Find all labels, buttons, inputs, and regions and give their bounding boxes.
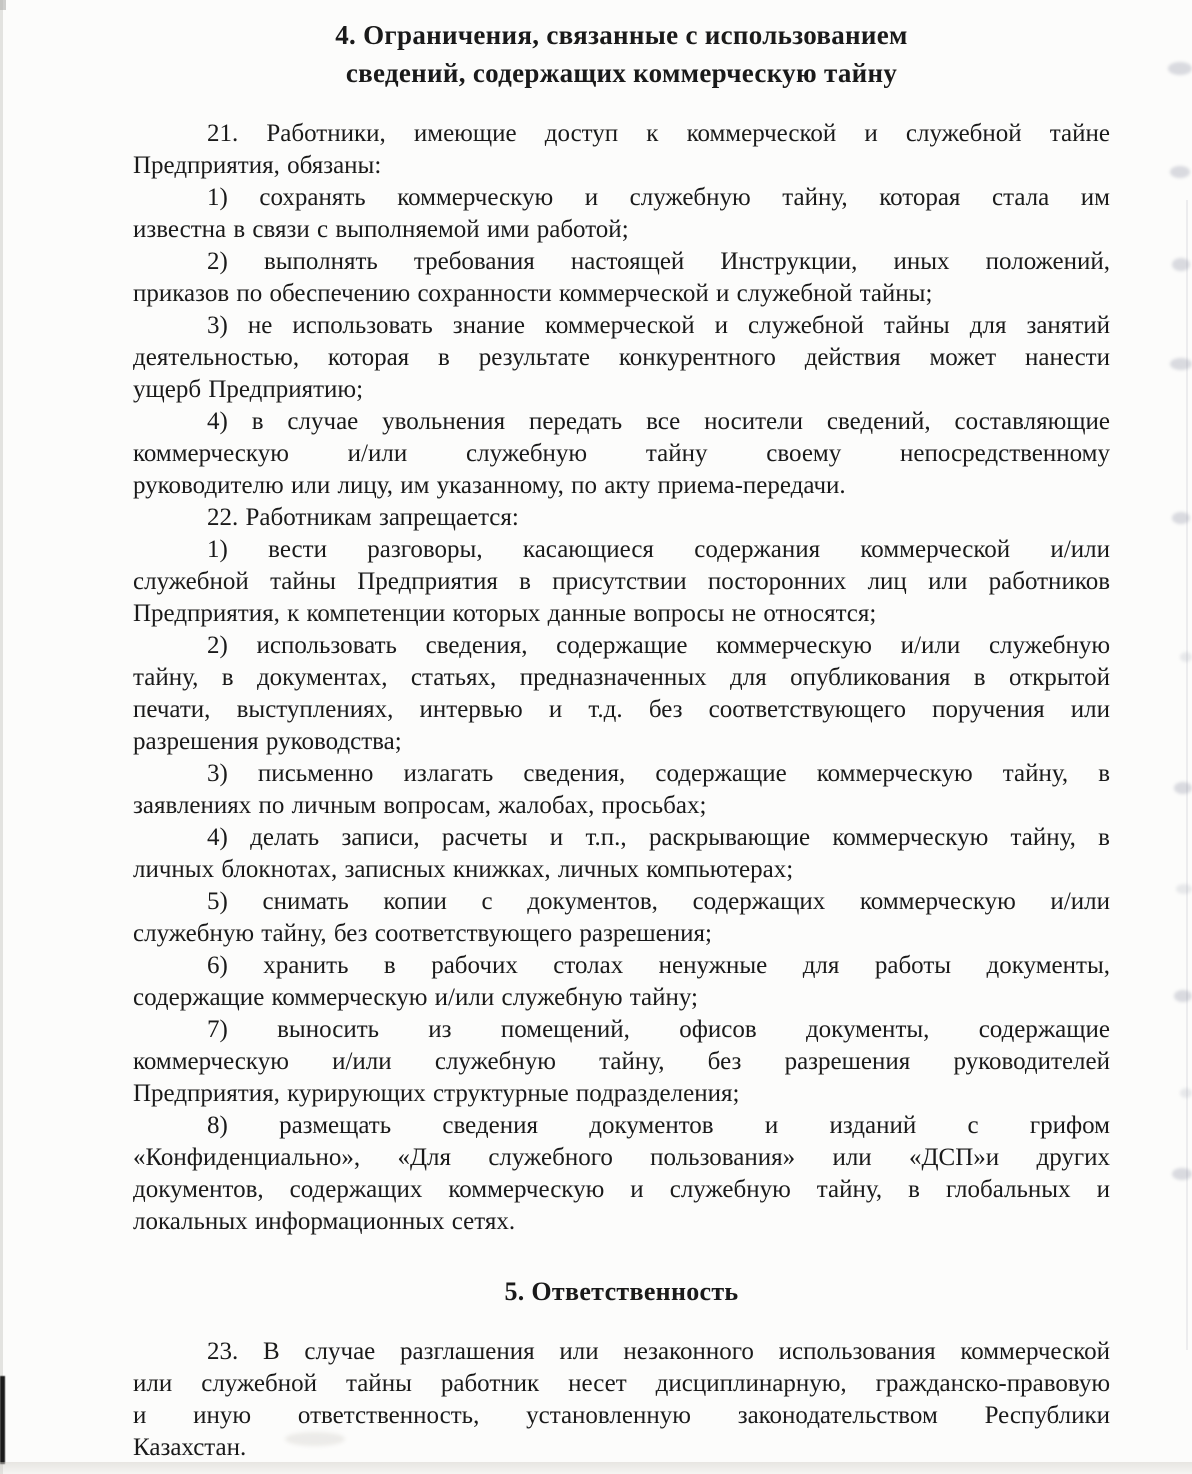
text-line: служебную тайну, без соответствующего разрешения; xyxy=(133,920,712,947)
text-line: коммерческую и/или служебную тайну своему непосредственному xyxy=(133,440,1110,467)
text-line: 7) выносить из помещений, офисов документы, содержащие xyxy=(207,1016,1110,1043)
scan-artifact-left-dark-bar xyxy=(0,1376,5,1464)
clause-21-item-1 xyxy=(133,182,1110,246)
text-line: 3) письменно излагать сведения, содержащие коммерческую тайну, в xyxy=(207,760,1110,787)
clause-21-item-4 xyxy=(133,406,1110,502)
scan-artifact-smudge xyxy=(1168,62,1192,75)
text-line: Предприятия, к компетенции которых данные вопросы не относятся; xyxy=(133,600,877,627)
text-line: и иную ответственность, установленную законодательством Республики xyxy=(133,1402,1110,1429)
text-line: 2) выполнять требования настоящей Инструкции, иных положений, xyxy=(207,248,1110,275)
scan-artifact-smudge xyxy=(1170,358,1192,370)
text-line: личных блокнотах, записных книжках, личных компьютерах; xyxy=(133,856,794,883)
text-line: 3) не использовать знание коммерческой и служебной тайны для занятий xyxy=(207,312,1110,339)
text-line: руководителю или лицу, им указанному, по акту приема-передачи. xyxy=(133,472,846,499)
text-line: содержащие коммерческую и/или служебную тайну; xyxy=(133,984,698,1011)
text-line: известна в связи с выполняемой ими работой; xyxy=(133,216,629,243)
section-4-title xyxy=(133,16,1110,92)
text-line: Предприятия, обязаны: xyxy=(133,152,382,179)
clause-22-item-6 xyxy=(133,950,1110,1014)
document-content xyxy=(133,16,1110,1464)
text-line: Казахстан. xyxy=(133,1434,247,1461)
text-line: деятельностью, которая в результате конкурентного действия может нанести xyxy=(133,344,1110,371)
clause-22-intro xyxy=(133,502,1110,534)
text-line: печати, выступлениях, интервью и т.д. без соответствующего поручения или xyxy=(133,696,1110,723)
clause-22-item-1 xyxy=(133,534,1110,630)
scan-artifact-smudge xyxy=(1176,884,1192,894)
text-line: 4. Ограничения, связанные с использованием xyxy=(335,20,908,50)
text-line: 1) вести разговоры, касающиеся содержания коммерческой и/или xyxy=(207,536,1110,563)
clause-22-item-4 xyxy=(133,822,1110,886)
scan-artifact-smudge xyxy=(1180,652,1192,662)
section-5-title xyxy=(133,1276,1110,1308)
text-line: 8) размещать сведения документов и изданий с грифом xyxy=(207,1112,1110,1139)
text-line: 2) использовать сведения, содержащие коммерческую и/или служебную xyxy=(207,632,1110,659)
text-line: 1) сохранять коммерческую и служебную тайну, которая стала им xyxy=(207,184,1110,211)
text-line: приказов по обеспечению сохранности коммерческой и служебной тайны; xyxy=(133,280,933,307)
text-line: 23. В случае разглашения или незаконного использования коммерческой xyxy=(207,1338,1110,1365)
scan-artifact-smudge xyxy=(1172,512,1190,524)
text-line: 5) снимать копии с документов, содержащих коммерческую и/или xyxy=(207,888,1110,915)
text-line: локальных информационных сетях. xyxy=(133,1208,516,1235)
clause-22-item-3 xyxy=(133,758,1110,822)
text-line: тайну, в документах, статьях, предназначенных для опубликования в открытой xyxy=(133,664,1110,691)
clause-22-item-2 xyxy=(133,630,1110,758)
text-line: служебной тайны Предприятия в присутствии посторонних лиц или работников xyxy=(133,568,1110,595)
text-line: 21. Работники, имеющие доступ к коммерческой и служебной тайне xyxy=(207,120,1110,147)
text-line: 5. Ответственность xyxy=(504,1277,739,1306)
text-line: ущерб Предприятию; xyxy=(133,376,364,403)
text-line: заявлениях по личным вопросам, жалобах, просьбах; xyxy=(133,792,707,819)
text-line: коммерческую и/или служебную тайну, без разрешения руководителей xyxy=(133,1048,1110,1075)
clause-23 xyxy=(133,1336,1110,1464)
scan-artifact-smudge xyxy=(1170,166,1190,178)
clause-21-item-3 xyxy=(133,310,1110,406)
text-line: 22. Работникам запрещается: xyxy=(207,504,519,531)
text-line: 6) хранить в рабочих столах ненужные для работы документы, xyxy=(207,952,1110,979)
text-line: сведений, содержащих коммерческую тайну xyxy=(345,58,898,88)
text-line: или служебной тайны работник несет дисциплинарную, гражданско-правовую xyxy=(133,1370,1110,1397)
text-line: Предприятия, курирующих структурные подразделения; xyxy=(133,1080,740,1107)
text-line: документов, содержащих коммерческую и служебную тайну, в глобальных и xyxy=(133,1176,1110,1203)
text-line: разрешения руководства; xyxy=(133,728,402,755)
clause-21-item-2 xyxy=(133,246,1110,310)
scan-artifact-smudge xyxy=(1172,258,1190,271)
clause-22-item-8 xyxy=(133,1110,1110,1238)
clause-22-item-7 xyxy=(133,1014,1110,1110)
scan-artifact-smudge xyxy=(1174,990,1192,1002)
text-line: «Конфиденциально», «Для служебного пользования» или «ДСП»и других xyxy=(133,1144,1110,1171)
scan-artifact-smudge xyxy=(1174,782,1192,794)
scan-artifact-smudge xyxy=(1180,1088,1192,1098)
text-line: 4) делать записи, расчеты и т.п., раскрывающие коммерческую тайну, в xyxy=(207,824,1110,851)
clause-21-intro xyxy=(133,118,1110,182)
scan-artifact-corner xyxy=(0,0,6,10)
scan-artifact-right-line xyxy=(1186,200,1188,1350)
scan-artifact-left-edge xyxy=(0,0,3,1474)
clause-22-item-5 xyxy=(133,886,1110,950)
scan-artifact-smudge xyxy=(1172,1168,1192,1180)
text-line: 4) в случае увольнения передать все носители сведений, составляющие xyxy=(207,408,1110,435)
